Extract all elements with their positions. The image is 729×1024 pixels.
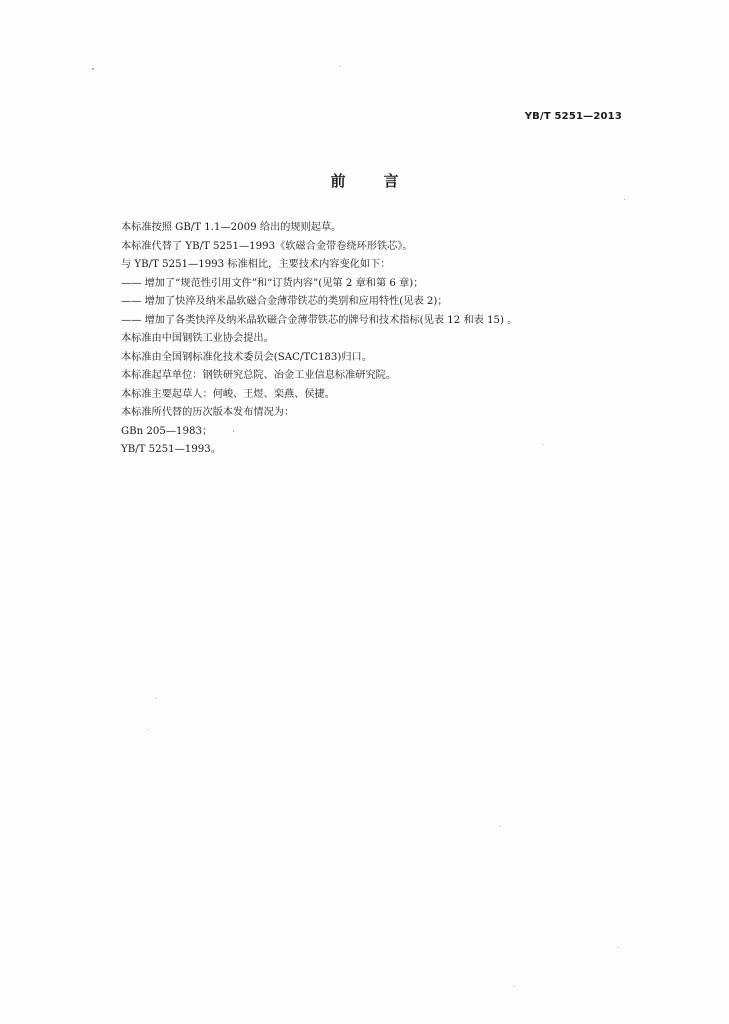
foreword-line: 本标准由中国钢铁工业协会提出。 bbox=[121, 333, 274, 344]
scan-speck bbox=[148, 729, 149, 730]
foreword-body bbox=[121, 219, 621, 460]
foreword-line: 本标准代替了 YB/T 5251—1993《软磁合金带卷绕环形铁芯》。 bbox=[121, 240, 413, 252]
scan-speck bbox=[500, 826, 501, 827]
scan-speck bbox=[514, 986, 515, 987]
scan-speck bbox=[233, 430, 234, 432]
foreword-line: 与 YB/T 5251—1993 标准相比，主要技术内容变化如下： bbox=[121, 259, 391, 270]
page-title: 前言 bbox=[330, 172, 437, 190]
foreword-line: 本标准起草单位：钢铁研究总院、冶金工业信息标准研究院。 bbox=[121, 370, 397, 381]
foreword-line: —— 增加了快淬及纳米晶软磁合金薄带铁芯的类别和应用特性(见表 2)； bbox=[121, 296, 448, 307]
foreword-line: 本标准主要起草人：何峻、王煜、栾燕、侯捷。 bbox=[121, 388, 335, 400]
scan-speck bbox=[618, 947, 619, 948]
scan-speck bbox=[92, 68, 94, 70]
foreword-line: YB/T 5251—1993。 bbox=[121, 444, 221, 455]
scan-speck bbox=[543, 444, 544, 445]
foreword-line: GBn 205—1983； bbox=[121, 425, 213, 437]
foreword-line: 本标准所代替的历次版本发布情况为： bbox=[121, 407, 295, 418]
standard-code: YB/T 5251—2013 bbox=[524, 111, 622, 122]
foreword-line: —— 增加了各类快淬及纳米晶软磁合金薄带铁芯的牌号和技术指标(见表 12 和表 15) 。 bbox=[121, 314, 518, 326]
foreword-line: 本标准按照 GB/T 1.1—2009 给出的规则起草。 bbox=[121, 222, 342, 233]
foreword-line: —— 增加了“规范性引用文件”和“订货内容”(见第 2 章和第 6 章)； bbox=[121, 277, 424, 289]
scan-speck bbox=[339, 66, 340, 67]
scan-speck bbox=[624, 199, 625, 200]
scan-speck bbox=[155, 698, 156, 699]
foreword-line: 本标准由全国钢标准化技术委员会(SAC/TC183)归口。 bbox=[121, 351, 372, 363]
